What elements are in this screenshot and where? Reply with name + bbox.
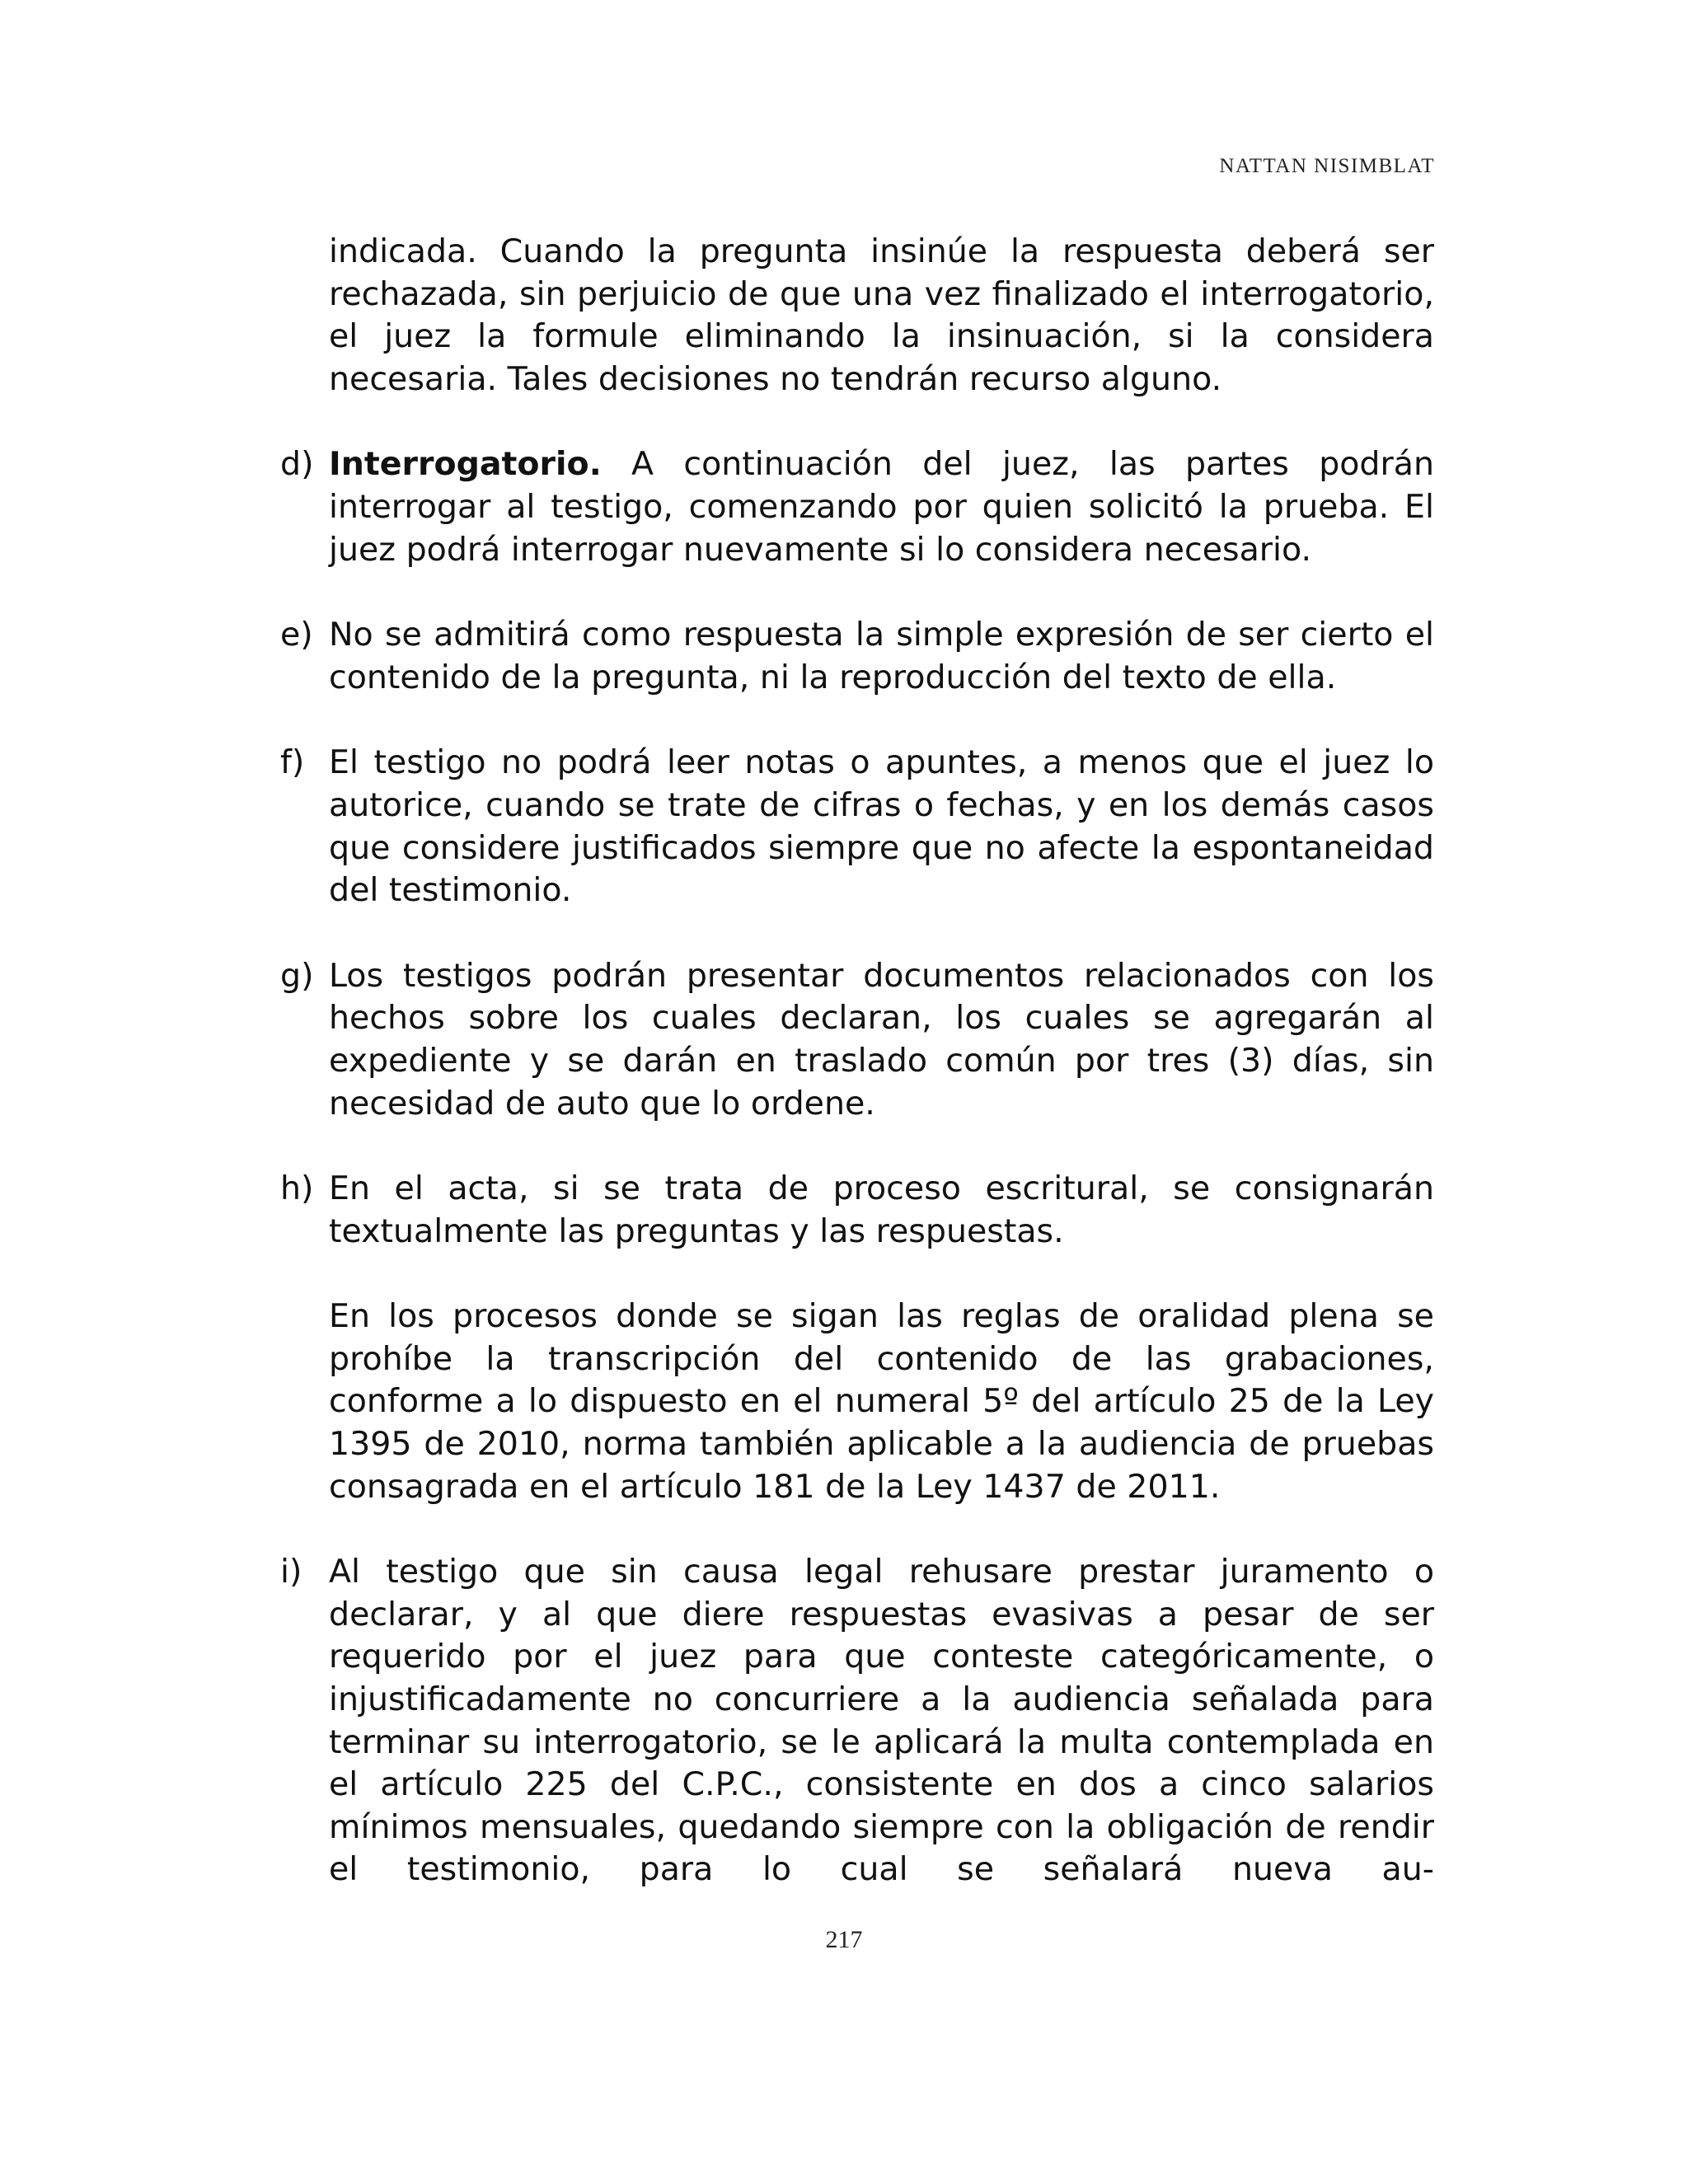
list-marker: f) (280, 743, 305, 782)
list-marker: d) (280, 445, 314, 484)
list-item-text: El testigo no podrá leer notas o apuntes, a menos que el juez lo autorice, cuando se trate de cifras o fechas, y en los demás casos que considere justificados siempre que no afecte la espontaneidad del testimonio. (329, 743, 1434, 910)
list-item-text: Al testigo que sin causa legal rehusare prestar juramento o declarar, y al que diere respuestas evasivas a pesar de ser requerido por el juez para que conteste categóricamente, o injustificadamente no concurriere a la audiencia señalada para terminar su interrogatorio, se le aplicará la multa contemplada en el artículo 225 del C.P.C., consistente en dos a cinco salarios mínimos mensuales, quedando siempre con la obligación de rendir el testimonio, para lo cual se señalará nueva au- (329, 1553, 1434, 1889)
h-note-paragraph: En los procesos donde se sigan las reglas de oralidad plena se prohíbe la transcripción del contenido de las grabaciones, conforme a lo dispuesto en el numeral 5º del artículo 25 de la Ley 1395 de 2010, norma también aplicable a la audiencia de pruebas consagrada en el artículo 181 de la Ley 1437 de 2011. (329, 1297, 1434, 1506)
running-header: NATTAN NISIMBLAT (1219, 155, 1435, 177)
list-item-e (280, 614, 1434, 699)
list-marker: g) (280, 956, 314, 995)
list-item-h (280, 1168, 1434, 1253)
list-marker: h) (280, 1169, 314, 1208)
page-body (280, 231, 1434, 1891)
list-item-text: Los testigos podrán presentar documentos relacionados con los hechos sobre los cuales declaran, los cuales se agregarán al expediente y se darán en traslado común por tres (3) días, sin necesidad de auto que lo ordene. (329, 956, 1434, 1122)
list-marker: i) (280, 1553, 302, 1591)
list-item-text: No se admitirá como respuesta la simple expresión de ser cierto el contenido de la pregunta, ni la reproducción del texto de ella. (329, 616, 1434, 696)
page-number: 217 (825, 1926, 863, 1953)
list-marker: e) (280, 616, 313, 654)
continuation-paragraph: indicada. Cuando la pregunta insinúe la respuesta deberá ser rechazada, sin perjuicio de que una vez finalizado el interrogatorio, el juez la formule eliminando la insinuación, si la considera necesaria. Tales decisiones no tendrán recurso alguno. (329, 232, 1434, 398)
list-item-f (280, 742, 1434, 912)
list-item-i (280, 1551, 1434, 1891)
item-heading: Interrogatorio. (329, 445, 602, 484)
list-item-text (329, 443, 1434, 571)
item-body: A continuación del juez, las partes podrán interrogar al testigo, comenzando por quien solicitó la prueba. El juez podrá interrogar nuevamente si lo considera necesario. (329, 445, 1434, 569)
list-item-d (280, 443, 1434, 571)
list-item-g (280, 955, 1434, 1125)
list-item-text: En el acta, si se trata de proceso escritural, se consignarán textualmente las preguntas y las respuestas. (329, 1169, 1434, 1250)
